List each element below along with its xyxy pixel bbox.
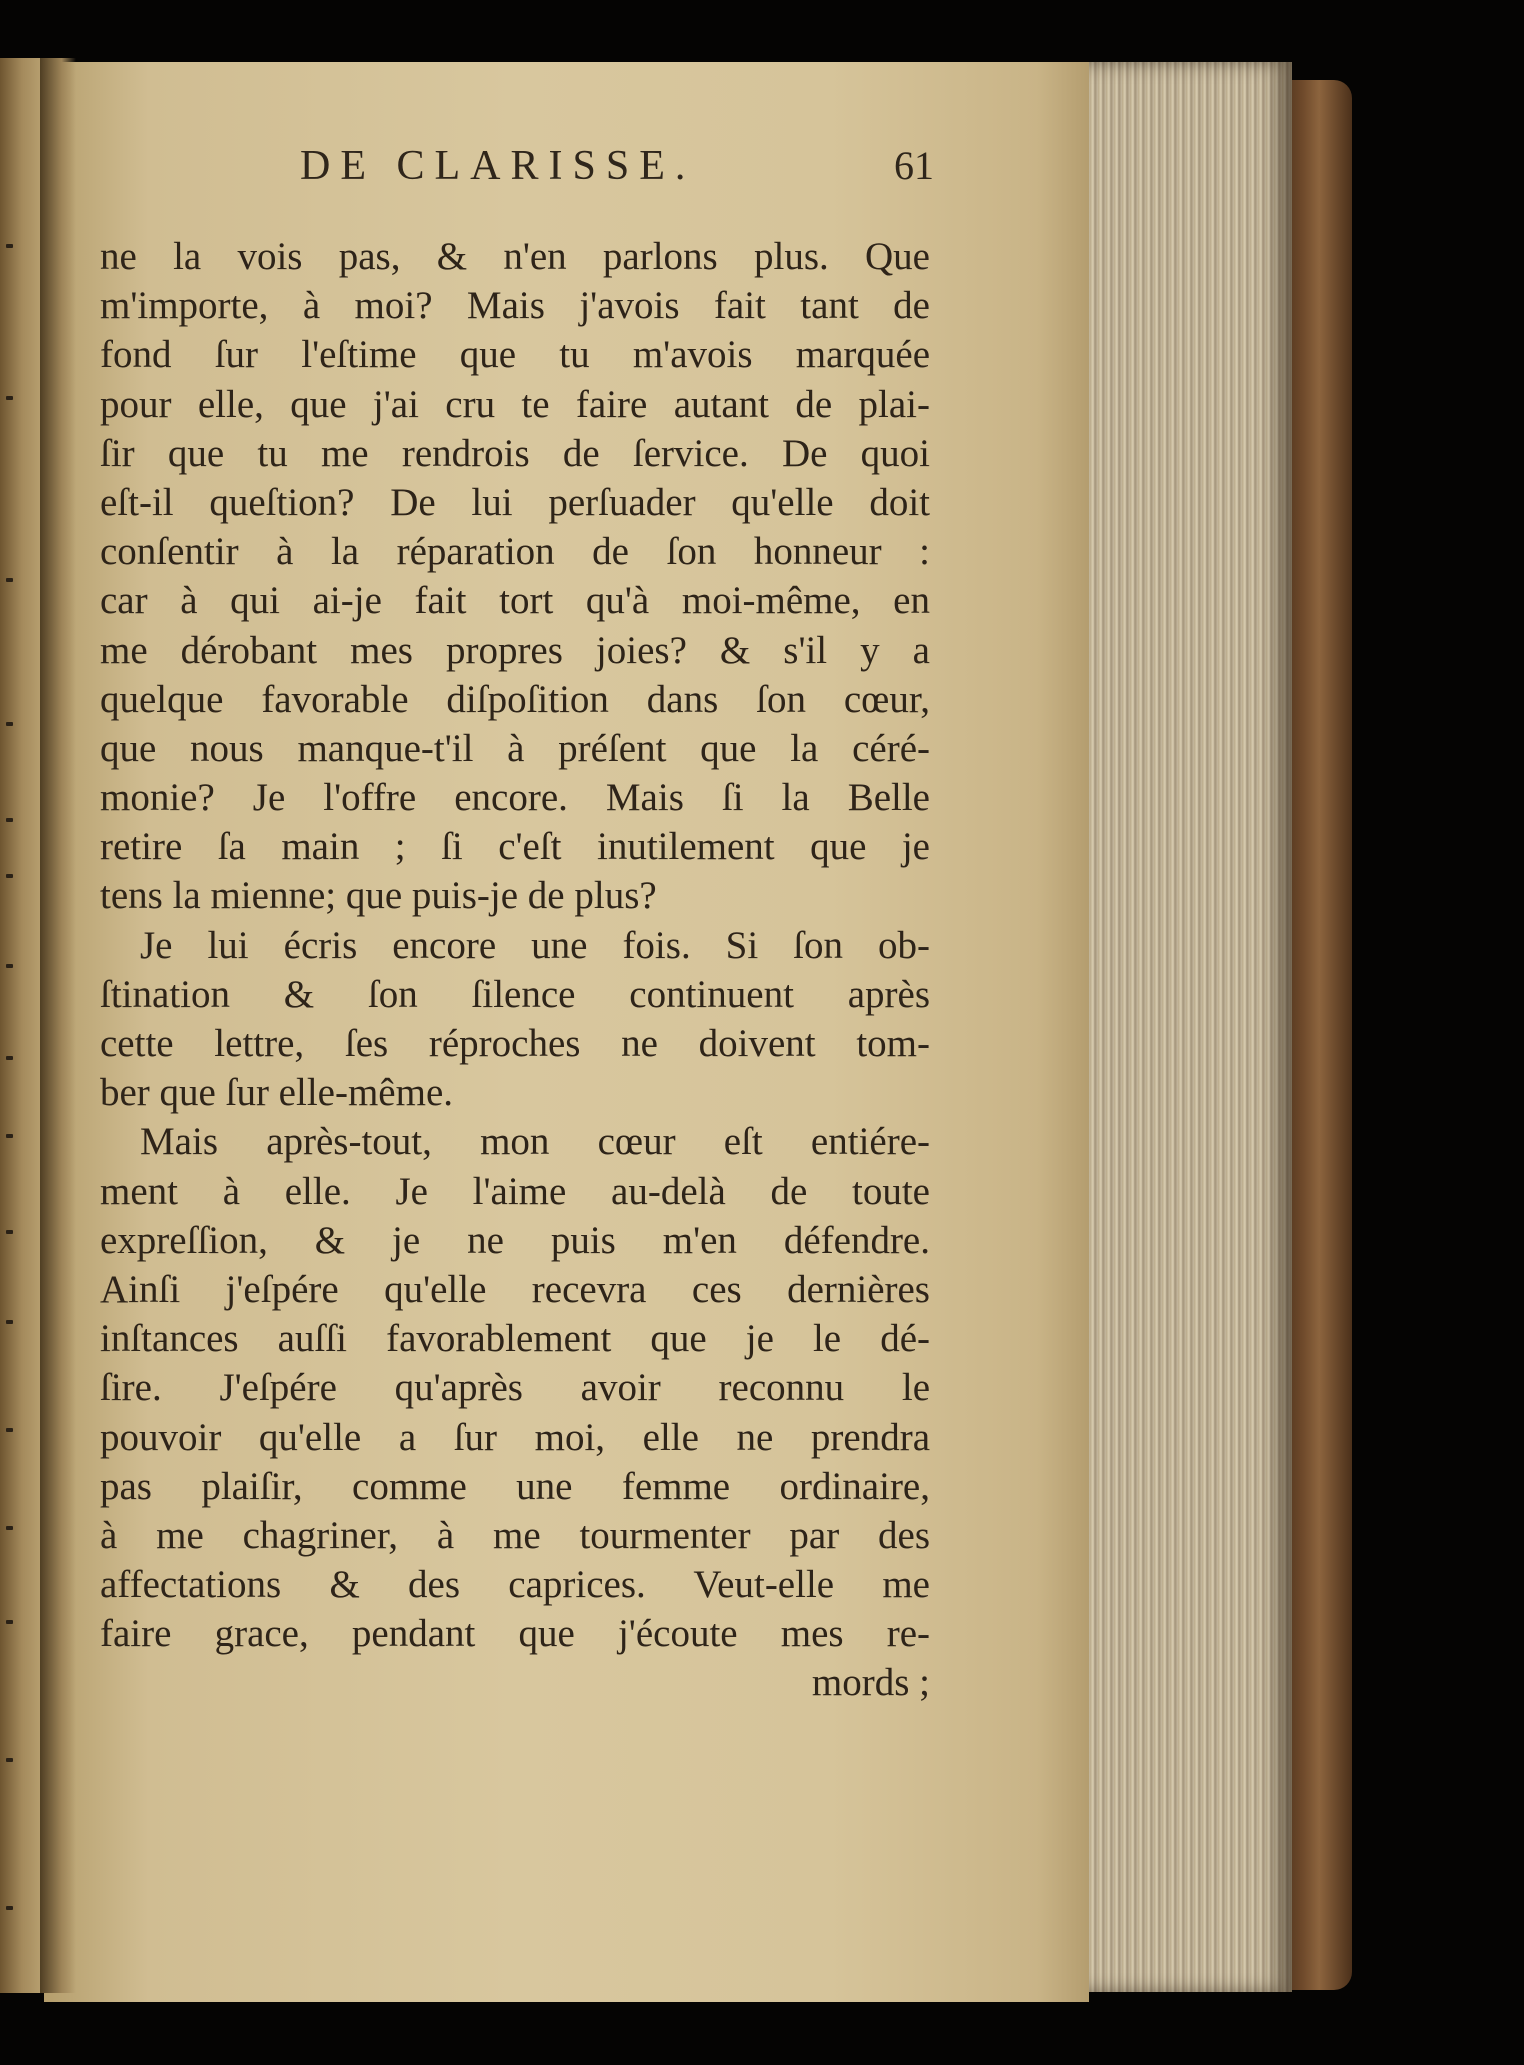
text-fragment	[6, 244, 13, 248]
page-block-edges	[1082, 62, 1292, 1992]
running-title: DE CLARISSE.	[300, 143, 696, 189]
text-fragment	[6, 1320, 13, 1324]
text-line: que nous manque-t'il à préſent que la céré-	[100, 726, 930, 770]
text-fragment	[6, 964, 13, 968]
text-line: quelque favorable diſpoſition dans ſon cœur,	[100, 677, 930, 721]
text-line: pas plaiſir, comme une femme ordinaire,	[100, 1464, 930, 1508]
text-line: car à qui ai-je fait tort qu'à moi-même, en	[100, 579, 930, 623]
text-line: à me chagriner, à me tourmenter par des	[100, 1513, 930, 1557]
text-fragment	[6, 1906, 13, 1910]
text-line: cette lettre, ſes réproches ne doivent tom-	[100, 1022, 930, 1065]
text-fragment	[6, 1134, 13, 1138]
text-fragment	[6, 1056, 13, 1060]
text-line: ſir que tu me rendrois de ſervice. De quoi	[100, 431, 930, 475]
text-fragment	[6, 1620, 13, 1624]
text-fragment	[6, 722, 13, 726]
text-line: ber que ſur elle-même.	[100, 1071, 453, 1115]
text-line: affectations & des caprices. Veut-elle me	[100, 1563, 930, 1607]
text-line: pour elle, que j'ai cru te faire autant de plai-	[100, 382, 930, 426]
text-line: retire ſa main ; ſi c'eſt inutilement que je	[100, 825, 930, 869]
text-line: Je lui écris encore une fois. Si ſon ob-	[140, 923, 930, 967]
facing-page-edge	[0, 58, 44, 1993]
text-line: Ainſi j'eſpére qu'elle recevra ces dernières	[100, 1267, 930, 1311]
text-line: inſtances auſſi favorablement que je le dé-	[100, 1317, 930, 1361]
catchword: mords ;	[811, 1661, 930, 1705]
text-line: me dérobant mes propres joies? & s'il y a	[100, 628, 930, 672]
text-line: expreſſion, & je ne puis m'en défendre.	[100, 1218, 930, 1262]
text-line: monie? Je l'offre encore. Mais ſi la Belle	[100, 776, 930, 820]
text-fragment	[6, 818, 13, 822]
text-line: fond ſur l'eſtime que tu m'avois marquée	[100, 333, 930, 377]
gutter-shadow	[40, 58, 76, 1993]
text-fragment	[6, 396, 13, 400]
page-number: 61	[894, 143, 934, 188]
running-head	[100, 142, 934, 192]
text-line: ne la vois pas, & n'en parlons plus. Que	[100, 235, 930, 278]
text-line: Mais après-tout, mon cœur eſt entiére-	[140, 1120, 930, 1164]
text-line: m'importe, à moi? Mais j'avois fait tant de	[100, 284, 930, 328]
text-line: ſire. J'eſpére qu'après avoir reconnu le	[100, 1366, 930, 1410]
text-fragment	[6, 578, 13, 582]
text-fragment	[6, 1230, 13, 1234]
text-line: ſtination & ſon ſilence continuent après	[100, 972, 930, 1016]
text-fragment	[6, 874, 13, 878]
body-text	[100, 232, 930, 1708]
text-line: ment à elle. Je l'aime au-delà de toute	[100, 1169, 930, 1213]
text-line: pouvoir qu'elle a ſur moi, elle ne prendra	[100, 1415, 930, 1459]
text-fragment	[6, 1526, 13, 1530]
text-line: conſentir à la réparation de ſon honneur :	[100, 530, 930, 574]
text-fragment	[6, 1428, 13, 1432]
text-line: eſt-il queſtion? De lui perſuader qu'elle doit	[100, 480, 930, 524]
text-line: tens la mienne; que puis-je de plus?	[100, 874, 657, 918]
text-fragment	[6, 1758, 13, 1762]
text-line: faire grace, pendant que j'écoute mes re-	[100, 1612, 930, 1656]
